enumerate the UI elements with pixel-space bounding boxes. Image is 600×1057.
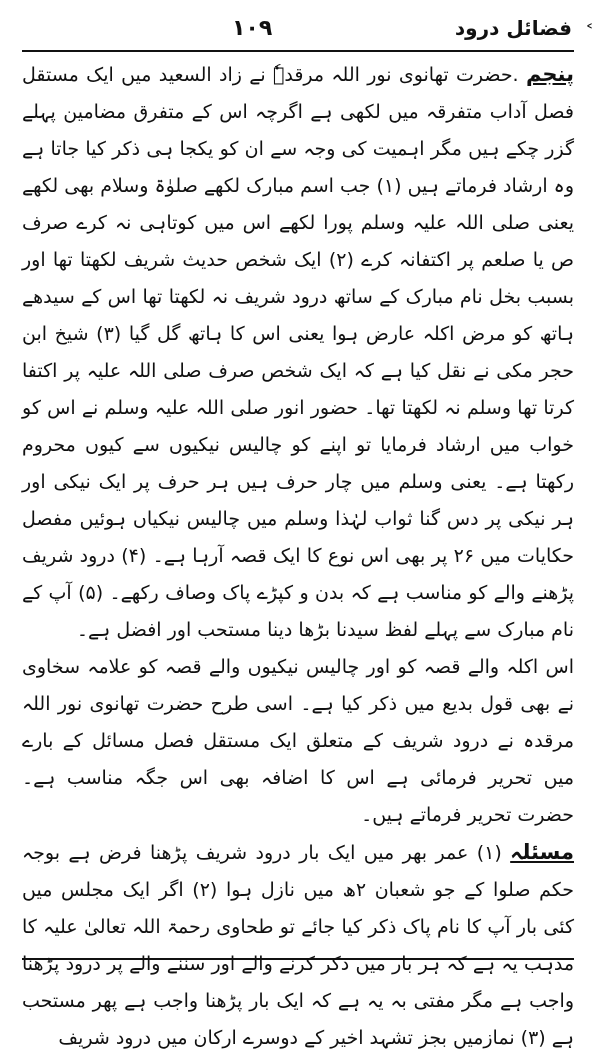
paragraph-lead: مسئلہ (510, 840, 574, 864)
paragraph-3 (22, 834, 574, 1057)
page-header (22, 6, 572, 50)
header-rule (22, 50, 574, 52)
paragraph-lead: پنجم (525, 62, 574, 86)
corner-mark-icon: ˂ (585, 22, 594, 43)
footer-rule (22, 958, 574, 960)
book-title: فضائل درود (454, 16, 572, 40)
paragraph-1 (22, 56, 574, 649)
paragraph-text: (۱) عمر بھر میں ایک بار درود شریف پڑھنا فرض ہے بوجہ حکم صلوا کے جو شعبان ۲ھ میں نازل ہوا (۲) اگر ایک مجلس میں کئی بار آپ کا نام پاک ذکر کیا جائے تو طحاوی رحمۃ اللہ تعالیٰ علیہ کا مذہب یہ ہے کہ ہر بار میں ذکر کرنے والے اور سننے والے پر درود پڑھنا واجب ہے مگر مفتی بہ یہ ہے کہ ایک بار پڑھنا واجب ہے پھر مستحب ہے (۳) نمازمیں بجز تشہد اخیر کے دوسرے ارکان میں درود شریف (22, 842, 574, 1049)
paragraph-text: .حضرت تھانوی نور اللہ مرقدہٗ نے زاد السعید میں ایک مستقل فصل آداب متفرقہ میں لکھی ہے اگرچہ اس کے متفرق مضامین پہلے گزر چکے ہیں مگر اہمیت کی وجہ سے ان کو یکجا ہی ذکر کیا جاتا ہے وہ ارشاد فرماتے ہیں (۱) جب اسم مبارک لکھے صلوٰۃ وسلام بھی لکھے یعنی صلی اللہ علیہ وسلم پورا لکھے اس میں کوتاہی نہ کرے صرف ص یا صلعم پر اکتفانہ کرے (۲) ایک شخص حدیث شریف لکھتا تھا اور بسبب بخل نام مبارک کے ساتھ درود شریف نہ لکھتا تھا اس کے سیدھے ہاتھ کو مرض اکلہ عارض ہوا یعنی اس کا ہاتھ گل گیا (۳) شیخ ابن حجر مکی نے نقل کیا ہے کہ ایک شخص صرف صلی اللہ علیہ پر اکتفا کرتا تھا وسلم نہ لکھتا تھا۔ حضور انور صلی اللہ علیہ وسلم نے اس کو خواب میں ارشاد فرمایا تو اپنے کو چالیس نیکیوں سے کیوں محروم رکھتا ہے۔ یعنی وسلم میں چار حرف ہیں ہر حرف پر ایک نیکی اور ہر نیکی پر دس گنا ثواب لہٰذا وسلم میں چالیس نیکیاں ہوئیں مفصل حکایات میں ۲۶ پر بھی اس نوع کا ایک قصہ آرہا ہے۔ (۴) درود شریف پڑھنے والے کو مناسب ہے کہ بدن و کپڑے پاک وصاف رکھے۔ (۵) آپ کے نام مبارک سے پہلے لفظ سیدنا بڑھا دینا مستحب اور افضل ہے۔ (22, 64, 575, 641)
paragraph-2 (22, 649, 574, 834)
page-body (22, 56, 575, 1049)
paragraph-text: اس اکلہ والے قصہ کو اور چالیس نیکیوں والے قصہ کو علامہ سخاوی نے بھی قول بدیع میں ذکر کیا ہے۔ اسی طرح حضرت تھانوی نور اللہ مرقدہ نے درود شریف کے متعلق ایک مستقل فصل مسائل کے بارے میں تحریر فرمائی ہے اس کا اضافہ بھی اس جگہ مناسب ہے۔ حضرت تحریر فرماتے ہیں۔ (22, 656, 574, 826)
page-number: ۱۰۹ (232, 15, 273, 41)
